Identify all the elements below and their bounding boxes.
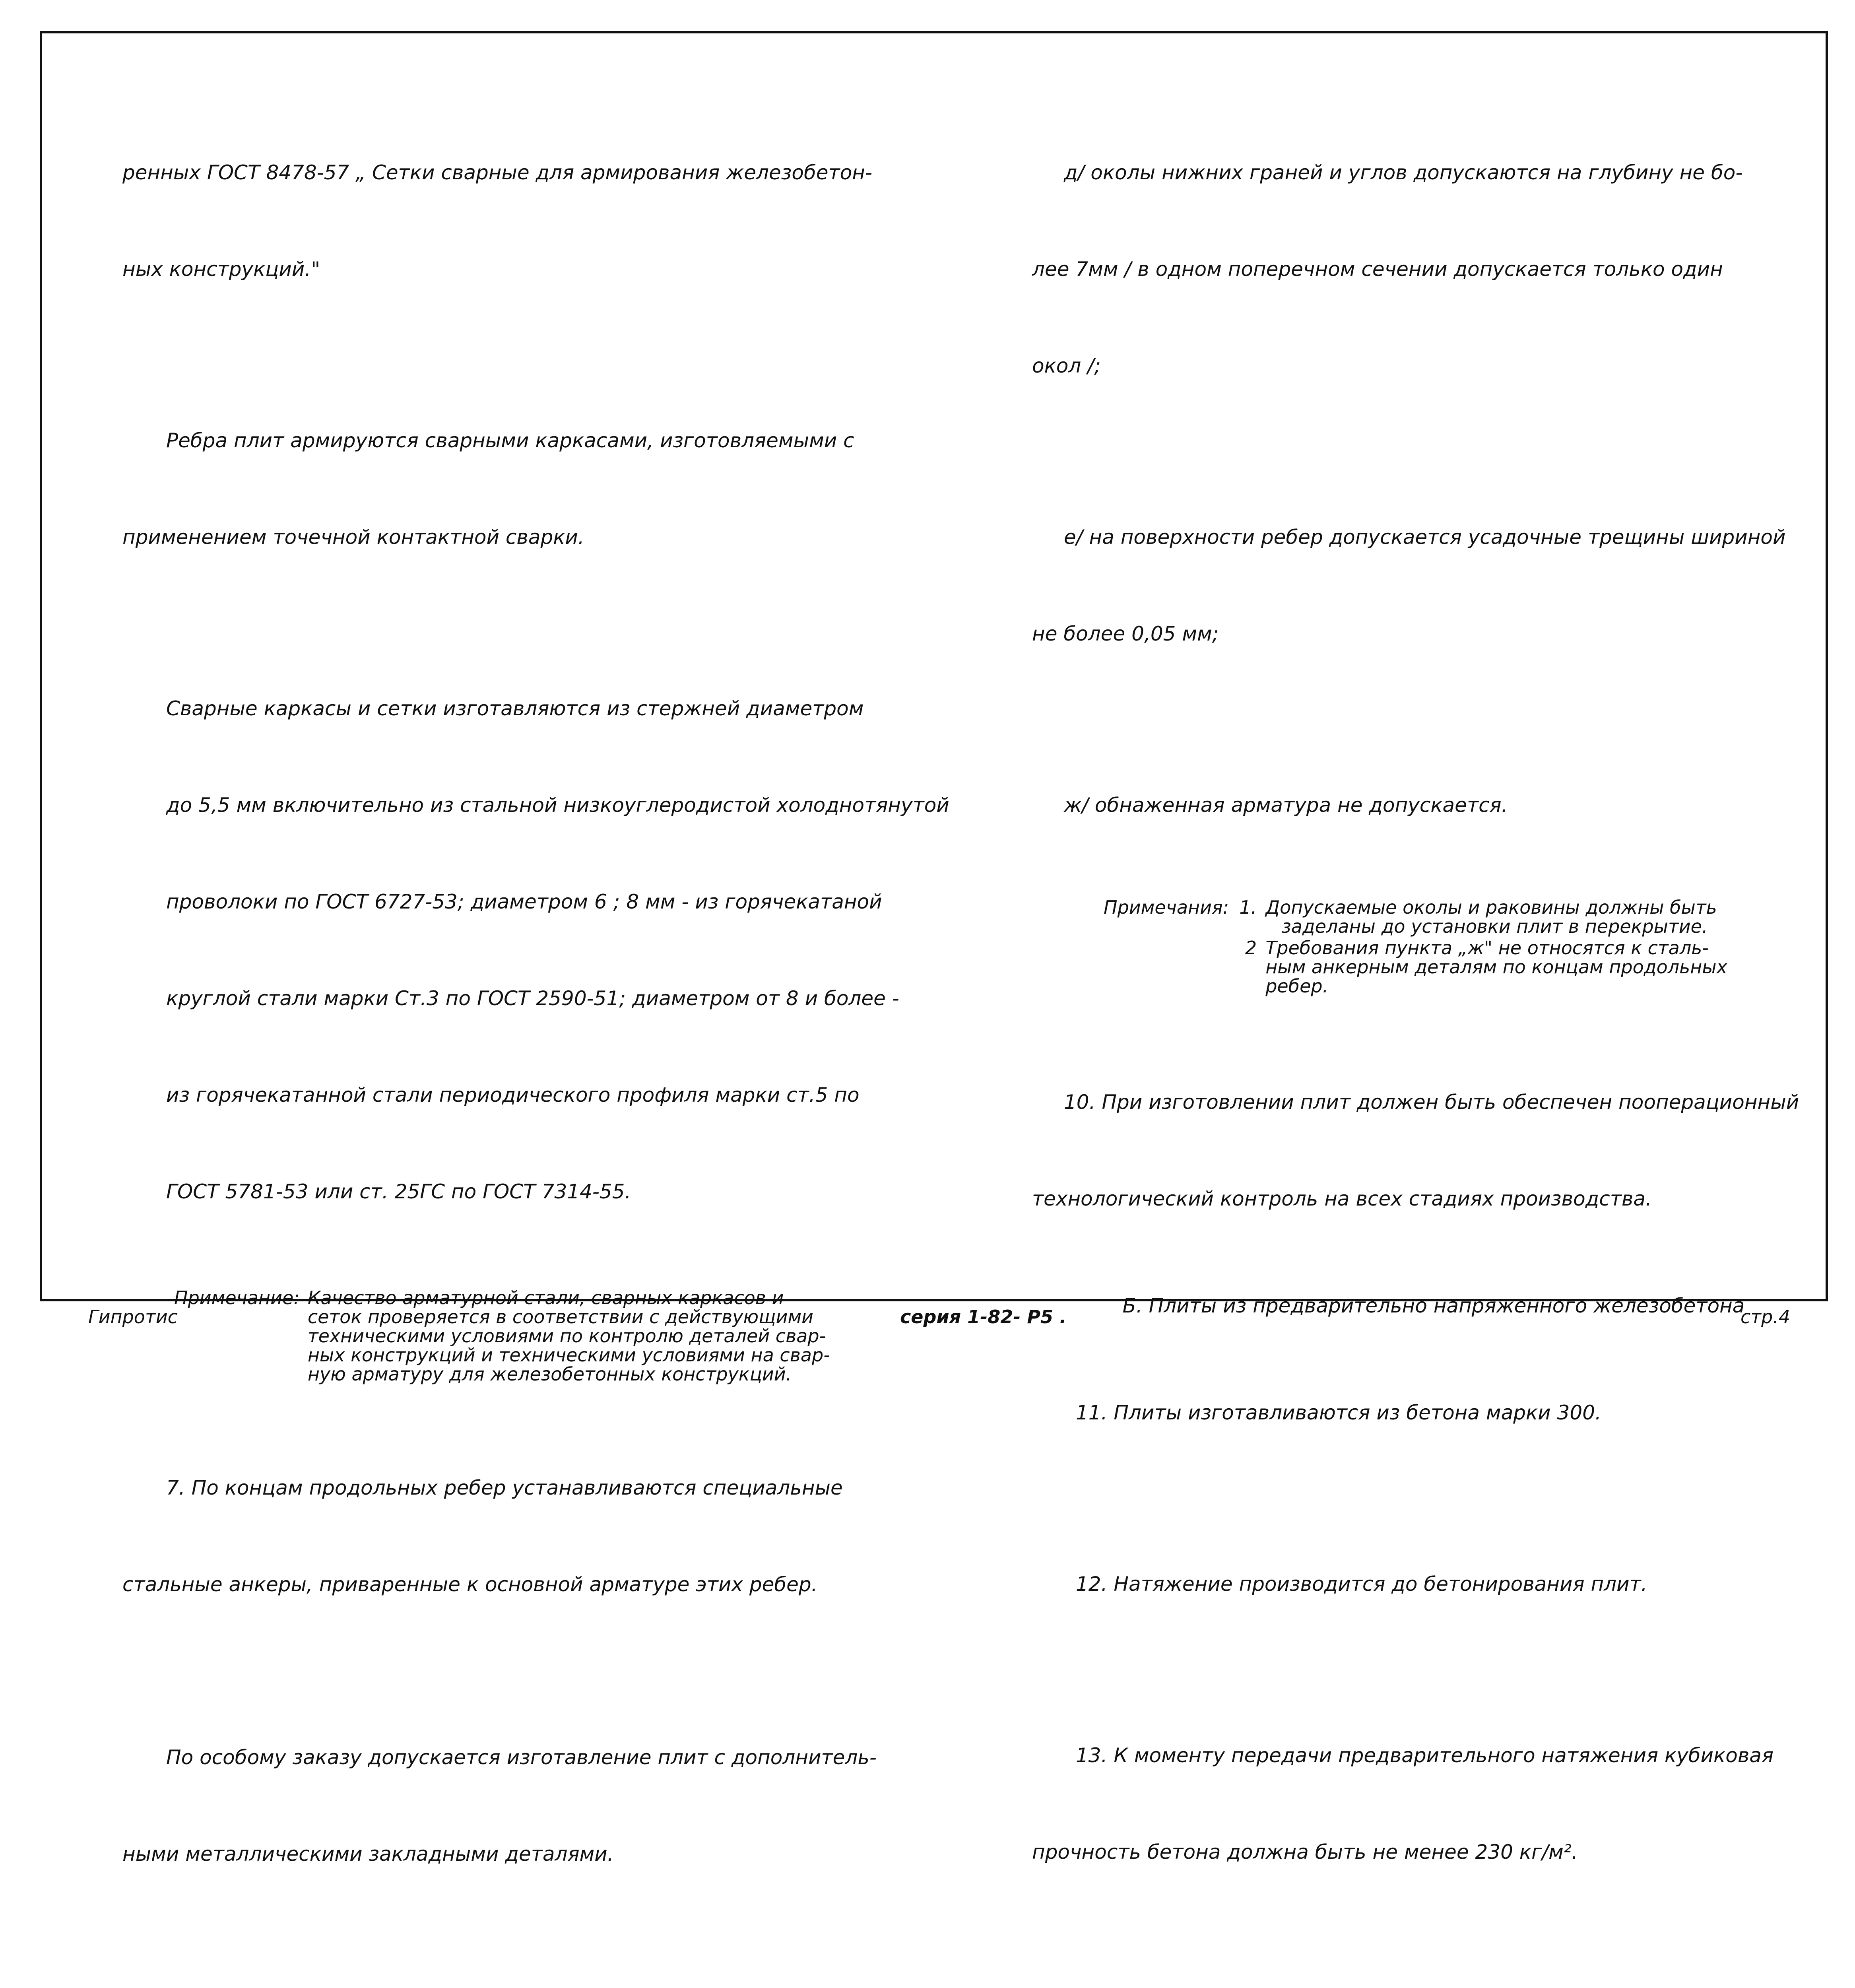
paragraph-13 bbox=[1032, 1675, 1835, 1933]
text-line: из горячекатанной стали периодического профиля марки ст.5 по bbox=[166, 1083, 860, 1107]
paragraph-9e bbox=[1032, 457, 1835, 714]
paragraph-7-anchors bbox=[122, 1408, 933, 1665]
paragraph-10-control bbox=[1032, 1022, 1835, 1279]
text-line: ребер. bbox=[1265, 975, 1329, 997]
note-steel-quality bbox=[174, 1288, 933, 1384]
text-line: ным анкерным деталям по концам продольных bbox=[1265, 956, 1727, 978]
text-line: ных конструкций и техническими условиями на свар- bbox=[307, 1344, 830, 1366]
text-line: 10. При изготовлении плит должен быть обеспечен пооперационный bbox=[1064, 1091, 1799, 1114]
text-line: окол /; bbox=[1032, 354, 1101, 377]
paragraph-special-order bbox=[122, 1677, 933, 1935]
text-line: Сварные каркасы и сетки изготавляются из стержней диаметром bbox=[166, 697, 864, 720]
text-line: ными металлическими закладными деталями. bbox=[122, 1842, 614, 1866]
right-column bbox=[1032, 92, 1835, 1988]
text-line: ж/ обнаженная арматура не допускается. bbox=[1064, 794, 1508, 817]
footer-page-number: стр.4 bbox=[1741, 1306, 1791, 1328]
note-number: 2 bbox=[1245, 937, 1257, 959]
paragraph-12 bbox=[1032, 1504, 1835, 1665]
text-line: круглой стали марки Ст.3 по ГОСТ 2590-51; диаметром от 8 и более - bbox=[166, 987, 899, 1010]
notes-block bbox=[1104, 898, 1835, 998]
text-line: ГОСТ 5781-53 или ст. 25ГС по ГОСТ 7314-55. bbox=[166, 1180, 631, 1203]
note-item bbox=[1229, 938, 1727, 996]
note-text bbox=[1265, 938, 1727, 996]
text-line: заделаны до установки плит в перекрытие. bbox=[1281, 916, 1708, 937]
text-line: технологический контроль на всех стадиях производства. bbox=[1032, 1187, 1652, 1210]
text-line: ренных ГОСТ 8478-57 „ Сетки сварные для армирования железобетон- bbox=[122, 161, 872, 184]
left-column bbox=[122, 92, 949, 1988]
paragraph-ribs-reinforcement bbox=[122, 360, 933, 618]
note-items bbox=[1229, 898, 1727, 998]
text-line: техническими условиями по контролю деталей свар- bbox=[307, 1325, 826, 1347]
note-label: Примечание: bbox=[174, 1287, 300, 1309]
footer-series: серия 1-82- Р5 . bbox=[900, 1306, 1067, 1328]
text-line: ных конструкций." bbox=[122, 258, 320, 281]
text-line: Требования пункта „ж" не относятся к сталь- bbox=[1265, 937, 1709, 959]
text-line: 11. Плиты изготавливаются из бетона марки 300. bbox=[1076, 1401, 1601, 1424]
text-line: применением точечной контактной сварки. bbox=[122, 526, 584, 549]
section-heading-prestressed: Б. Плиты из предварительно напряженного железобетона bbox=[1122, 1294, 1745, 1317]
text-line: стальные анкеры, приваренные к основной арматуре этих ребер. bbox=[122, 1573, 818, 1596]
text-line: По особому заказу допускается изготавление плит с дополнитель- bbox=[166, 1746, 877, 1769]
text-line: Допускаемые околы и раковины должны быть bbox=[1265, 897, 1717, 918]
text-line: ную арматуру для железобетонных конструкций. bbox=[307, 1363, 792, 1385]
text-line: лее 7мм / в одном поперечном сечении допускается только один bbox=[1032, 258, 1723, 281]
text-line: до 5,5 мм включительно из стальной низкоуглеродистой холоднотянутой bbox=[166, 794, 949, 817]
text-line: 13. К моменту передачи предварительного натяжения кубиковая bbox=[1076, 1744, 1774, 1767]
paragraph-welded-frames bbox=[122, 628, 949, 1272]
paragraph-11 bbox=[1032, 1332, 1835, 1493]
paragraph-gost-continuation bbox=[122, 92, 933, 350]
paragraph-9zh bbox=[1032, 725, 1835, 886]
text-line: прочность бетона должна быть не менее 230 кг/м². bbox=[1032, 1840, 1578, 1864]
text-line: Качество арматурной стали, сварных каркасов и bbox=[307, 1287, 784, 1309]
text-line: сеток проверяется в соответствии с действующими bbox=[307, 1306, 813, 1328]
note-label: Примечания: bbox=[1104, 897, 1229, 918]
text-line: 7. По концам продольных ребер устанавливаются специальные bbox=[166, 1476, 843, 1499]
text-line: Ребра плит армируются сварными каркасами, изготовляемыми с bbox=[166, 429, 854, 452]
paragraph-9d bbox=[1032, 92, 1835, 447]
paragraph-8-protective-layer bbox=[122, 1947, 933, 1988]
text-line: проволоки по ГОСТ 6727-53; диаметром 6 ; 8 мм - из горячекатаной bbox=[166, 890, 882, 913]
paragraph-14 bbox=[1032, 1943, 1835, 1988]
note-number: 1. bbox=[1239, 897, 1257, 918]
text-line: не более 0,05 мм; bbox=[1032, 622, 1219, 645]
text-line: д/ околы нижних граней и углов допускаются на глубину не бо- bbox=[1064, 161, 1743, 184]
footer-organization: Гипротис bbox=[88, 1306, 178, 1328]
text-line: 12. Натяжение производится до бетонирования плит. bbox=[1076, 1573, 1647, 1596]
note-item bbox=[1229, 898, 1727, 936]
note-body bbox=[300, 1288, 933, 1384]
text-line: е/ на поверхности ребер допускается усадочные трещины шириной bbox=[1064, 526, 1786, 549]
note-text bbox=[1265, 898, 1717, 936]
